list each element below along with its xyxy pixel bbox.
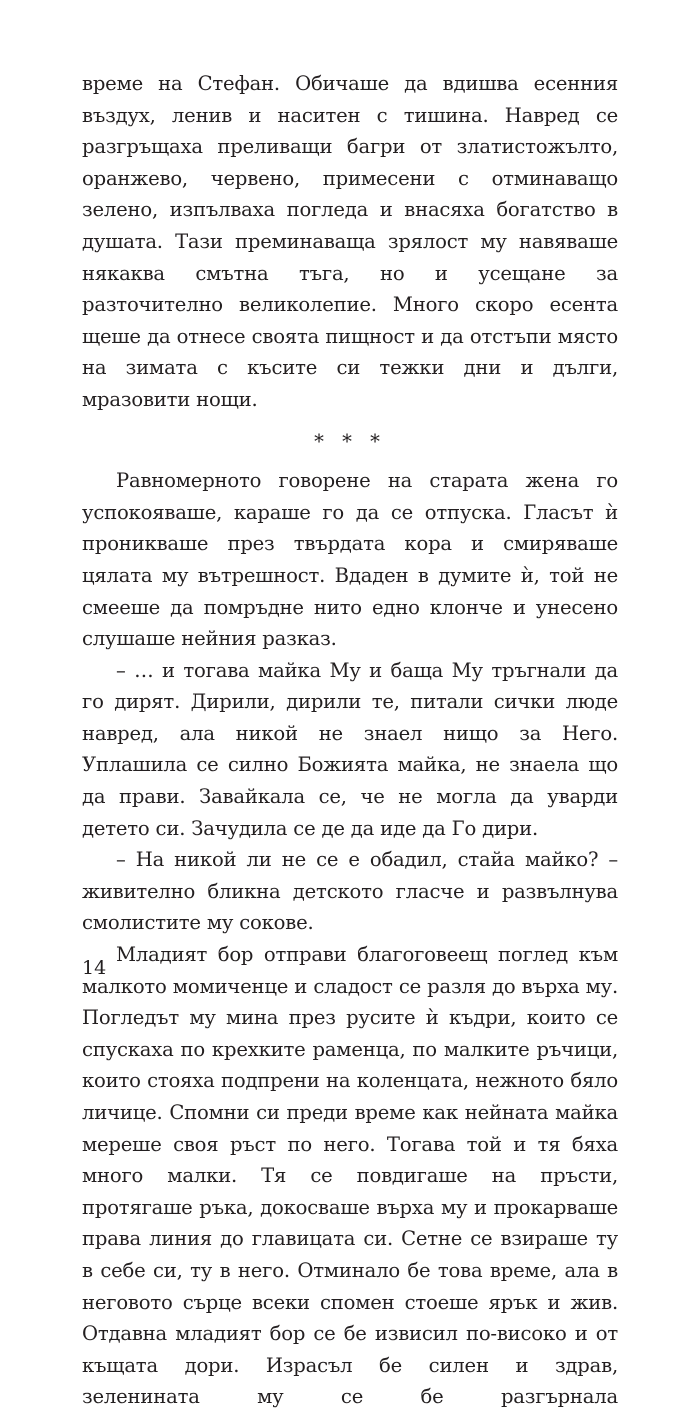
paragraph-old-woman: Равномерното говорене на старата жена го успокояваше, караше го да се отпуска. Гласът ѝ проникваше през твърдата кора и смиряваше цялата му вътрешност. Вдаден в думите ѝ, той не смееше да помръдне нито едно клонче и унесено слушаше нейния разказ.	[82, 469, 618, 651]
paragraph-autumn: време на Стефан. Обичаше да вдишва есенния въздух, ленив и наситен с тишина. Навред се разгръщаха преливащи багри от златистожълто, оранжево, червено, примесени с отминаващо зелено, изпълваха погледа и внасяха богатство в душата. Тази преминаваща зрялост му навяваше някаква смътна тъга, но и усещане за разточително великолепие. Много скоро есента щеше да отнесе своята пищност и да отстъпи място на зимата с късите си тежки дни и дълги, мразовити нощи.	[82, 72, 618, 411]
paragraph-story: – … и тогава майка Му и баща Му тръгнали да го дирят. Дирили, дирили те, питали сички люде навред, ала никой не знаел нищо за Него. Уплашила се силно Божията майка, не знаела що да прави. Завайкала се, че не могла да уварди детето си. Зачудила се де да иде да Го дири.	[82, 658, 618, 840]
section-break: * * *	[314, 429, 386, 453]
page-number: 14	[82, 957, 107, 979]
paragraph-child-voice: – На никой ли не се е обадил, стайа майко? – живително бликна детското гласче и развълнува смолистите му сокове.	[82, 848, 618, 935]
page-text	[82, 68, 618, 1413]
paragraph-young-pine: Младият бор отправи благоговеещ поглед към малкото момиченце и сладост се разля до върха му. Погледът му мина през русите ѝ къдри, които се спускаха по крехките раменца, по малките ръчици, които стояха подпрени на коленцата, нежното бяло личице. Спомни си преди време как нейната майка мереше своя ръст по него. Тогава той и тя бяха много малки. Тя се повдигаше на пръсти, протягаше ръка, докосваше върха му и прокарваше права линия до главицата си. Сетне се взираше ту в себе си, ту в него. Отминало бе това време, ала в неговото сърце всеки спомен стоеше ярък и жив. Отдавна младият бор се бе извисил по-високо и от къщата дори. Израсъл бе силен и здрав, зеленината му се бе разгърнала	[82, 943, 618, 1409]
